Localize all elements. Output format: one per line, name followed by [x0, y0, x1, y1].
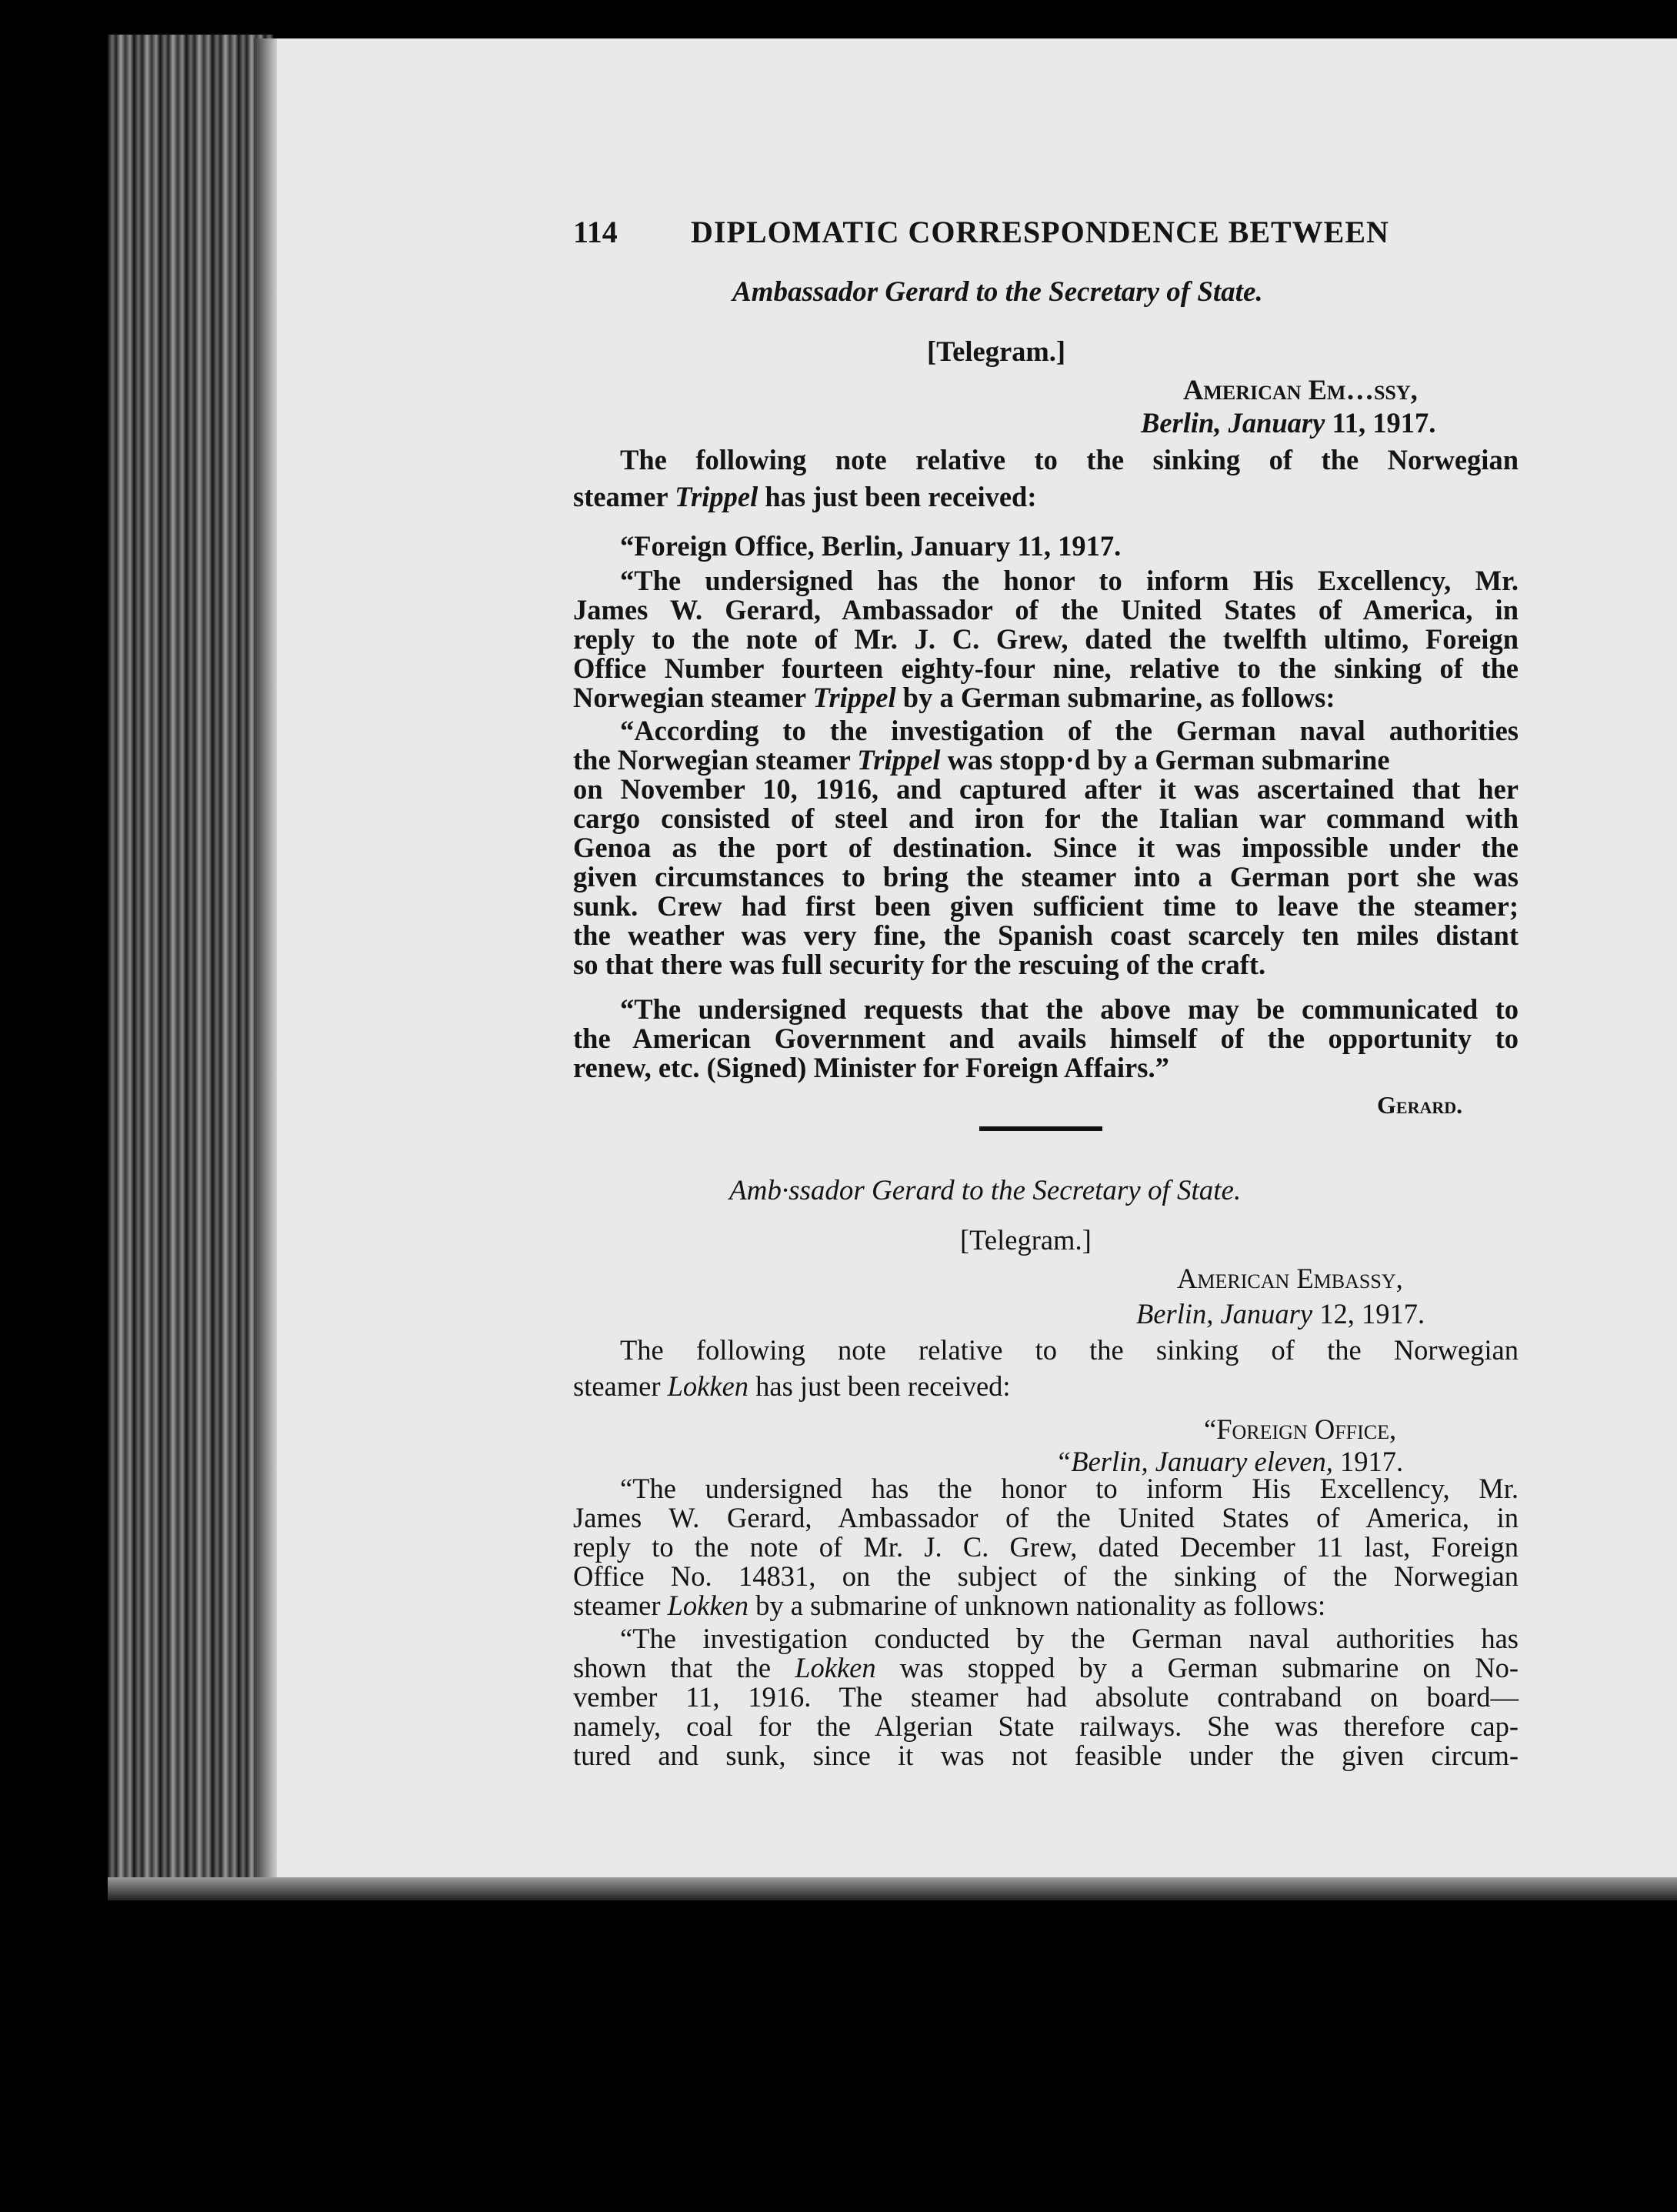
- letter2-note-line: “The undersigned has the honor to inform His Excellency, Mr.: [620, 1473, 1519, 1504]
- letter2-place: American Embassy,: [1177, 1263, 1403, 1294]
- letter1-date-year: 11, 1917.: [1325, 407, 1436, 439]
- letter1-note-text: was stopp·d by a German submarine: [940, 744, 1390, 776]
- letter2-note-line: Office No. 14831, on the subject of the sinking of the Norwegian: [573, 1560, 1519, 1592]
- letter1-note-line: James W. Gerard, Ambassador of the United States of America, in: [573, 594, 1519, 626]
- letter2-note-line: vember 11, 1916. The steamer had absolute contraband on board—: [573, 1681, 1519, 1713]
- letter1-note-line: “The undersigned requests that the above may be communicated to: [620, 993, 1519, 1025]
- letter2-quoted-place: “Foreign Office,: [1204, 1413, 1397, 1445]
- letter1-note-dateline: “Foreign Office, Berlin, January 11, 1917.: [620, 530, 1122, 562]
- letter1-intro-line2: [573, 482, 1037, 512]
- letter2-note-text: by a submarine of unknown nationality as follows:: [748, 1590, 1326, 1621]
- running-title: DIPLOMATIC CORRESPONDENCE BETWEEN: [691, 215, 1389, 249]
- letter2-quoted-date-year: 1917.: [1332, 1446, 1404, 1477]
- letter1-place: American Em…ssy,: [1183, 374, 1418, 405]
- letter1-note-line: [573, 745, 1390, 776]
- letter1-note-line: “The undersigned has the honor to inform His Excellency, Mr.: [620, 565, 1519, 596]
- letter1-note-line: Office Number fourteen eighty-four nine, relative to the sinking of the: [573, 652, 1519, 684]
- letter2-note-line: “The investigation conducted by the German naval authorities has: [620, 1623, 1519, 1654]
- letter1-note-line: reply to the note of Mr. J. C. Grew, dated the twelfth ultimo, Foreign: [573, 623, 1519, 655]
- letter1-date-prefix: Berlin, January: [1141, 407, 1325, 439]
- letter1-intro-line1: The following note relative to the sinking of the Norwegian: [620, 444, 1519, 475]
- letter2-date: [1136, 1299, 1425, 1330]
- letter1-note-line: cargo consisted of steel and iron for the Italian war command with: [573, 802, 1519, 834]
- ship-name-trippel: Trippel: [812, 682, 896, 713]
- ship-name-trippel: Trippel: [857, 744, 941, 776]
- ship-name-lokken: Lokken: [667, 1370, 749, 1402]
- letter1-note-line: the weather was very fine, the Spanish coast scarcely ten miles distant: [573, 919, 1519, 951]
- ship-name-trippel: Trippel: [675, 481, 758, 512]
- letter2-intro-line1: The following note relative to the sinking of the Norwegian: [620, 1334, 1519, 1366]
- gutter-shadow: [254, 38, 277, 1885]
- letter1-note-line: the American Government and avails himself of the opportunity to: [573, 1023, 1519, 1054]
- letter2-note-line: [573, 1590, 1325, 1621]
- letter2-intro-text-c: has just been received:: [748, 1370, 1011, 1402]
- letter2-date-year: 12, 1917.: [1312, 1298, 1425, 1330]
- letter2-note-text: shown that the: [573, 1652, 795, 1683]
- letter1-note-line: “According to the investigation of the German naval authorities: [620, 715, 1519, 746]
- letter2-note-text: was stopped by a German submarine on No-: [875, 1652, 1519, 1683]
- letter2-note-line: [573, 1653, 1519, 1683]
- letter2-note-line: James W. Gerard, Ambassador of the United States of America, in: [573, 1502, 1519, 1533]
- letter1-note-line: renew, etc. (Signed) Minister for Foreign Affairs.”: [573, 1052, 1169, 1083]
- page-bottom-edge: [108, 1877, 1677, 1900]
- letter1-note-line: sunk. Crew had first been given sufficient time to leave the steamer;: [573, 890, 1519, 922]
- letter1-note-line: on November 10, 1916, and captured after it was ascertained that her: [573, 773, 1519, 805]
- letter2-intro-line2: [573, 1371, 1011, 1402]
- letter2-note-text: steamer: [573, 1590, 668, 1621]
- page-number: 114: [573, 215, 618, 249]
- letter1-note-text: the Norwegian steamer: [573, 744, 858, 776]
- letter2-quoted-date-text: “Berlin, January eleven,: [1055, 1446, 1333, 1477]
- letter1-signature: Gerard.: [1377, 1091, 1463, 1119]
- ship-name-lokken: Lokken: [795, 1652, 876, 1683]
- ship-name-lokken: Lokken: [667, 1590, 749, 1621]
- letter1-intro-text-a: steamer: [573, 481, 675, 512]
- letter2-date-prefix: Berlin, January: [1136, 1298, 1313, 1330]
- book-page-edges: [108, 35, 273, 1889]
- letter1-telegram-label: [Telegram.]: [927, 335, 1066, 367]
- letter2-intro-text-a: steamer: [573, 1370, 668, 1402]
- letter2-telegram-label: [Telegram.]: [960, 1224, 1092, 1256]
- letter1-note-text: by a German submarine, as follows:: [895, 682, 1335, 713]
- letter1-note-line: Genoa as the port of destination. Since it was impossible under the: [573, 832, 1519, 863]
- letter1-note-line: given circumstances to bring the steamer into a German port she was: [573, 861, 1519, 892]
- letter2-note-line: namely, coal for the Algerian State railways. She was therefore cap-: [573, 1710, 1519, 1742]
- letter2-note-line: tured and sunk, since it was not feasible under the given circum-: [573, 1740, 1519, 1771]
- letter1-note-line: so that there was full security for the rescuing of the craft.: [573, 949, 1266, 980]
- letter2-heading: Amb·ssador Gerard to the Secretary of State.: [729, 1175, 1242, 1206]
- section-divider-rule: [979, 1126, 1102, 1131]
- letter1-date: [1141, 408, 1435, 439]
- letter1-note-line: [573, 682, 1335, 713]
- letter1-heading: Ambassador Gerard to the Secretary of State.: [732, 276, 1263, 308]
- letter1-note-text: Norwegian steamer: [573, 682, 813, 713]
- letter1-intro-text-c: has just been received:: [758, 481, 1037, 512]
- letter2-note-line: reply to the note of Mr. J. C. Grew, dated December 11 last, Foreign: [573, 1531, 1519, 1563]
